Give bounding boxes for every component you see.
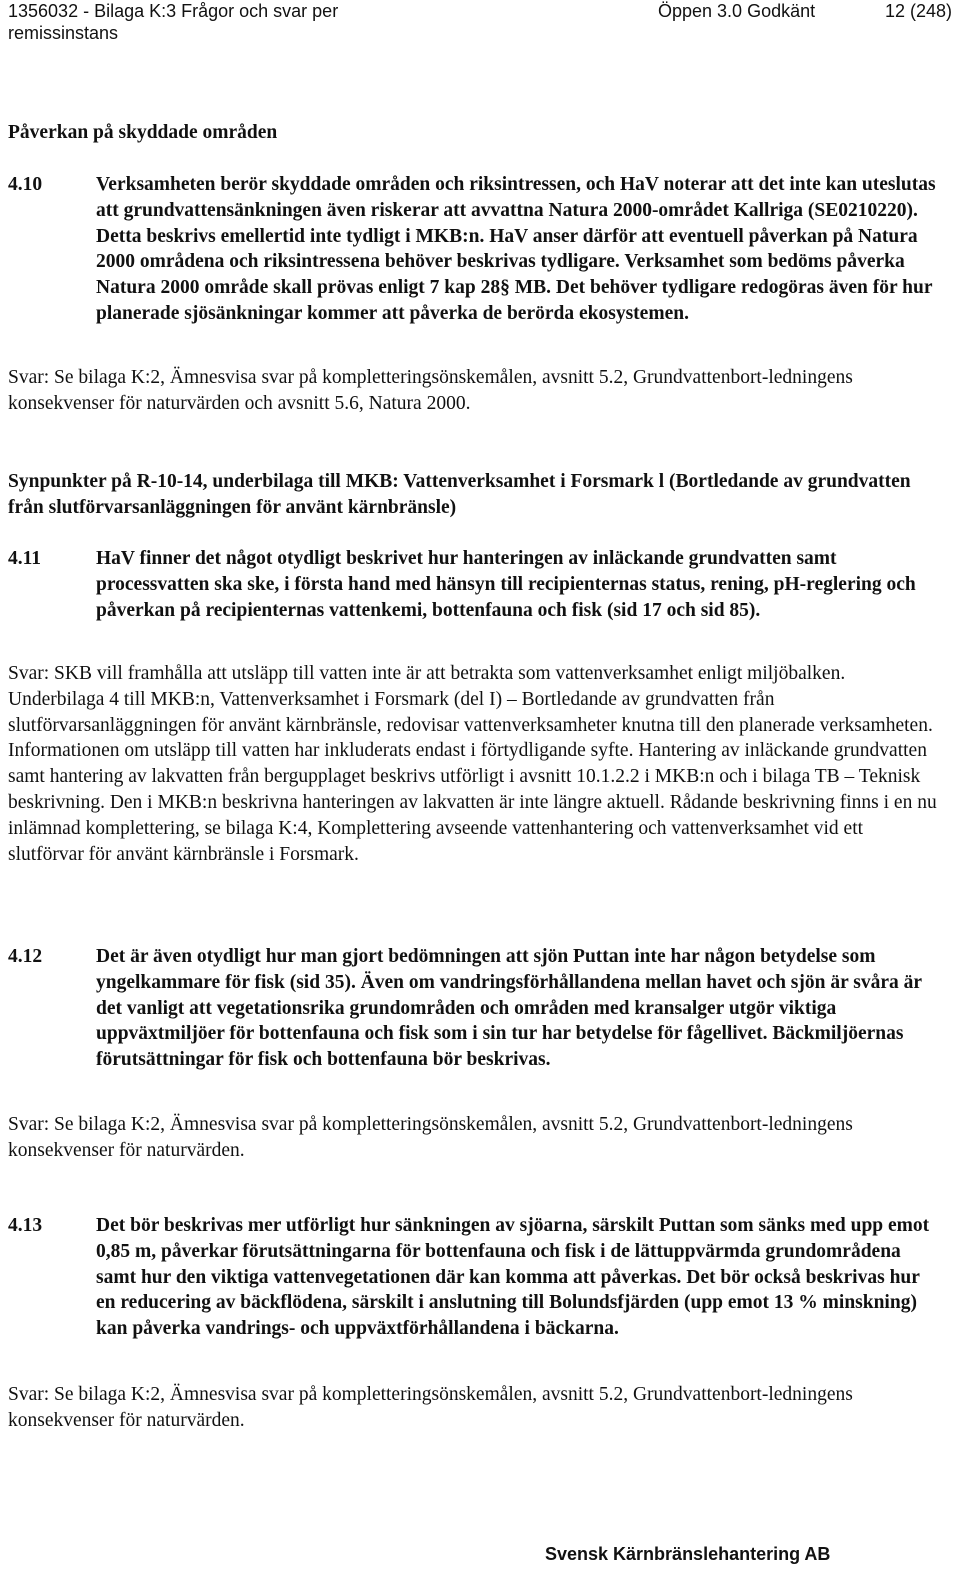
question-4-11 (8, 546, 938, 623)
document-status: Öppen 3.0 Godkänt (658, 1, 816, 21)
question-number: 4.13 (8, 1215, 43, 1236)
answer-4-11: Svar: SKB vill framhålla att utsläpp till vatten inte är att betrakta som vattenverksamhet enligt miljöbalken. Underbilaga 4 till MKB:n, Vattenverksamhet i Forsmark (del I) – Bortledande av grundvatten från slutförvarsanläggningen för använt kärnbränsle, redovisar vattenverksamheter knutna till den planerade verksamheten. Informationen om utsläpp till vatten har inkluderats endast i förtydligande syfte. Hantering av inläckande grundvatten samt hantering av lakvatten från bergupplaget beskrivs utförligt i avsnitt 10.1.2.2 i MKB:n och i bilaga TB – Teknisk beskrivning. Den i MKB:n beskrivna hanteringen av lakvatten är inte längre aktuell. Rådande beskrivning finns i en nu inlämnad komplettering, se bilaga K:4, Komplettering avseende vattenhantering och vattenverksamhet vid ett slutförvar för använt kärnbränsle i Forsmark. (8, 663, 937, 865)
question-number: 4.11 (8, 548, 42, 569)
question-4-13 (8, 1213, 938, 1342)
question-text: Det bör beskrivas mer utförligt hur sänkningen av sjöarna, särskilt Puttan som sänks med upp emot 0,85 m, påverkar förutsättningarna för bottenfauna och fisk i de lättuppvärmda grundområdena samt hur den viktiga vattenvegetationen där kan komma att påverkas. Det bör också beskrivas hur en reducering av bäckflödena, särskilt i anslutning till Bolundsfjärden (upp emot 13 % minskning) kan påverka vandrings- och uppväxtförhållandena i bäckarna. (96, 1215, 930, 1340)
section-heading-protected-areas: Påverkan på skyddade områden (8, 122, 278, 143)
document-title: 1356032 - Bilaga K:3 Frågor och svar per remissinstans (8, 1, 339, 43)
question-text: Verksamheten berör skyddade områden och riksintressen, och HaV noterar att det inte kan uteslutas att grundvattensänkningen även riskerar att avvattna Natura 2000-området Kallriga (SE0210220). Detta beskrivs emellertid inte tydligt i MKB:n. HaV anser därför att eventuell påverkan på Natura 2000 områdena och riksintressena behöver beskrivas tydligare. Verksamhet som bedöms påverka Natura 2000 område skall prövas enligt 7 kap 28§ MB. Det behöver tydligare redogöras även för hur planerade sjösänkningar kommer att påverka de berörda ekosystemen. (96, 174, 936, 324)
answer-4-12: Svar: Se bilaga K:2, Ämnesvisa svar på kompletteringsönskemålen, avsnitt 5.2, Grundvattenbort-ledningens konsekvenser för naturvärden. (8, 1114, 853, 1161)
question-number: 4.10 (8, 174, 43, 195)
answer-4-13: Svar: Se bilaga K:2, Ämnesvisa svar på kompletteringsönskemålen, avsnitt 5.2, Grundvattenbort-ledningens konsekvenser för naturvärden. (8, 1384, 853, 1431)
question-text: HaV finner det något otydligt beskrivet hur hanteringen av inläckande grundvatten samt processvatten ska ske, i första hand med hänsyn till recipienternas status, rening, pH-reglering och påverkan på recipienternas vattenkemi, bottenfauna och fisk (sid 17 och sid 85). (96, 548, 916, 621)
answer-4-10: Svar: Se bilaga K:2, Ämnesvisa svar på kompletteringsönskemålen, avsnitt 5.2, Grundvattenbort-ledningens konsekvenser för naturvärden och avsnitt 5.6, Natura 2000. (8, 367, 853, 414)
page-header (8, 0, 952, 44)
page-number: 12 (248) (884, 1, 952, 21)
question-4-10 (8, 172, 938, 327)
section-heading-r-10-14: Synpunkter på R-10-14, underbilaga till MKB: Vattenverksamhet i Forsmark l (Bortledande av grundvatten från slutförvarsanläggningen för använt kärnbränsle) (8, 471, 911, 518)
question-text: Det är även otydligt hur man gjort bedömningen att sjön Puttan inte har någon betydelse som yngelkammare för fisk (sid 35). Även om vandringsförhållandena mellan havet och sjön är svåra är det vanligt att vegetationsrika grundområden och områden med kransalger utgör viktiga uppväxtmiljöer för bottenfauna och fisk som i sin tur har betydelse för fågellivet. Bäckmiljöernas förutsättningar för fisk och bottenfauna bör beskrivas. (96, 946, 922, 1071)
question-4-12 (8, 944, 938, 1073)
question-number: 4.12 (8, 946, 43, 967)
footer-company: Svensk Kärnbränslehantering AB (545, 1544, 831, 1564)
